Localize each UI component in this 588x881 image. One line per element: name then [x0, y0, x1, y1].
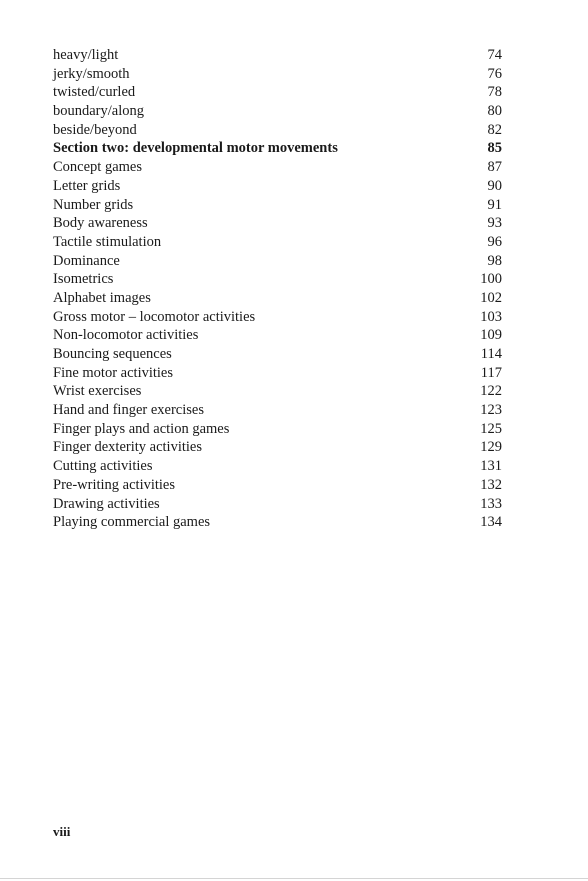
toc-entry — [53, 270, 502, 289]
toc-entry-page-number: 85 — [487, 140, 502, 157]
toc-entry-title: Isometrics — [53, 271, 114, 288]
toc-entry-title: twisted/curled — [53, 84, 136, 101]
toc-entry — [53, 438, 502, 457]
toc-entry — [53, 102, 502, 121]
toc-entry-page-number: 98 — [487, 252, 502, 269]
toc-entry-page-number: 100 — [480, 271, 502, 288]
toc-entry-title: Letter grids — [53, 177, 121, 194]
toc-entry — [53, 401, 502, 420]
toc-entry — [53, 214, 502, 233]
toc-entry-title: Non-locomotor activities — [53, 327, 199, 344]
toc-entry-title: Body awareness — [53, 215, 148, 232]
toc-entry-title: Cutting activities — [53, 458, 153, 475]
toc-entry-page-number: 134 — [480, 514, 502, 531]
toc-entry — [53, 83, 502, 102]
toc-entry-page-number: 87 — [487, 159, 502, 176]
toc-entry — [53, 364, 502, 383]
toc-entry — [53, 233, 502, 252]
toc-entry-title: Tactile stimulation — [53, 233, 162, 250]
toc-entry — [53, 177, 502, 196]
page-bottom-divider — [0, 878, 588, 879]
toc-entry — [53, 382, 502, 401]
toc-entry-page-number: 74 — [487, 47, 502, 63]
toc-entry-page-number: 91 — [487, 196, 502, 213]
page-number: viii — [53, 824, 71, 839]
toc-entry-page-number: 93 — [487, 215, 502, 232]
toc-entry — [53, 326, 502, 345]
toc-entry-title: Bouncing sequences — [53, 346, 172, 362]
toc-entry-title: Alphabet images — [53, 289, 151, 306]
toc-entry-page-number: 122 — [480, 383, 502, 400]
toc-entry — [53, 476, 502, 495]
toc-entry-page-number: 82 — [487, 121, 502, 138]
toc-section-heading — [53, 139, 502, 158]
toc-entry-title: Pre-writing activities — [53, 476, 176, 493]
toc-entry — [53, 65, 502, 84]
toc-entry — [53, 158, 502, 177]
toc-entry-page-number: 102 — [480, 289, 502, 306]
toc-entry-page-number: 131 — [480, 458, 502, 475]
toc-entry — [53, 289, 502, 308]
toc-entry-title: Hand and finger exercises — [53, 402, 204, 419]
toc-entry — [53, 196, 502, 215]
toc-entry — [53, 513, 502, 532]
toc-entry-page-number: 96 — [487, 233, 502, 250]
toc-entry-title: beside/beyond — [53, 121, 137, 138]
toc-entry-page-number: 132 — [480, 476, 502, 493]
toc-entry — [53, 308, 502, 327]
toc-entry-page-number: 125 — [480, 420, 502, 437]
toc-entry — [53, 121, 502, 140]
toc-entry-page-number: 78 — [487, 84, 502, 101]
toc-entry-page-number: 133 — [480, 495, 502, 512]
toc-entry-title: boundary/along — [53, 103, 145, 120]
toc-entry-page-number: 129 — [480, 439, 502, 456]
toc-entry-title: Finger dexterity activities — [53, 439, 202, 456]
toc-entry-title: Gross motor – locomotor activities — [53, 308, 256, 325]
toc-entry-title: Dominance — [53, 252, 120, 269]
toc-entry-title: Number grids — [53, 196, 134, 213]
toc-entry-title: Fine motor activities — [53, 364, 174, 381]
toc-entry-title: Playing commercial games — [53, 514, 211, 531]
toc-entry-page-number: 90 — [487, 177, 502, 194]
toc-entry — [53, 252, 502, 271]
toc-entry-title: Wrist exercises — [53, 383, 142, 400]
toc-entry-title: heavy/light — [53, 47, 119, 63]
table-of-contents — [53, 46, 502, 532]
toc-entry-page-number: 109 — [480, 327, 502, 344]
toc-entry-page-number: 80 — [487, 103, 502, 120]
toc-entry-page-number: 76 — [487, 65, 502, 82]
toc-entry-page-number: 103 — [480, 308, 502, 325]
toc-entry-page-number: 117 — [480, 364, 502, 381]
toc-entry-title: Finger plays and action games — [53, 420, 230, 437]
toc-entry — [53, 46, 502, 65]
toc-entry-title: jerky/smooth — [53, 65, 130, 82]
toc-entry — [53, 495, 502, 514]
toc-entry — [53, 420, 502, 439]
toc-entry-title: Section two: developmental motor movements — [53, 140, 338, 157]
toc-entry-page-number: 114 — [480, 346, 502, 362]
toc-entry-title: Drawing activities — [53, 495, 160, 512]
toc-entry-title: Concept games — [53, 159, 142, 176]
toc-entry-page-number: 123 — [480, 402, 502, 419]
toc-entry — [53, 457, 502, 476]
toc-entry — [53, 345, 502, 364]
